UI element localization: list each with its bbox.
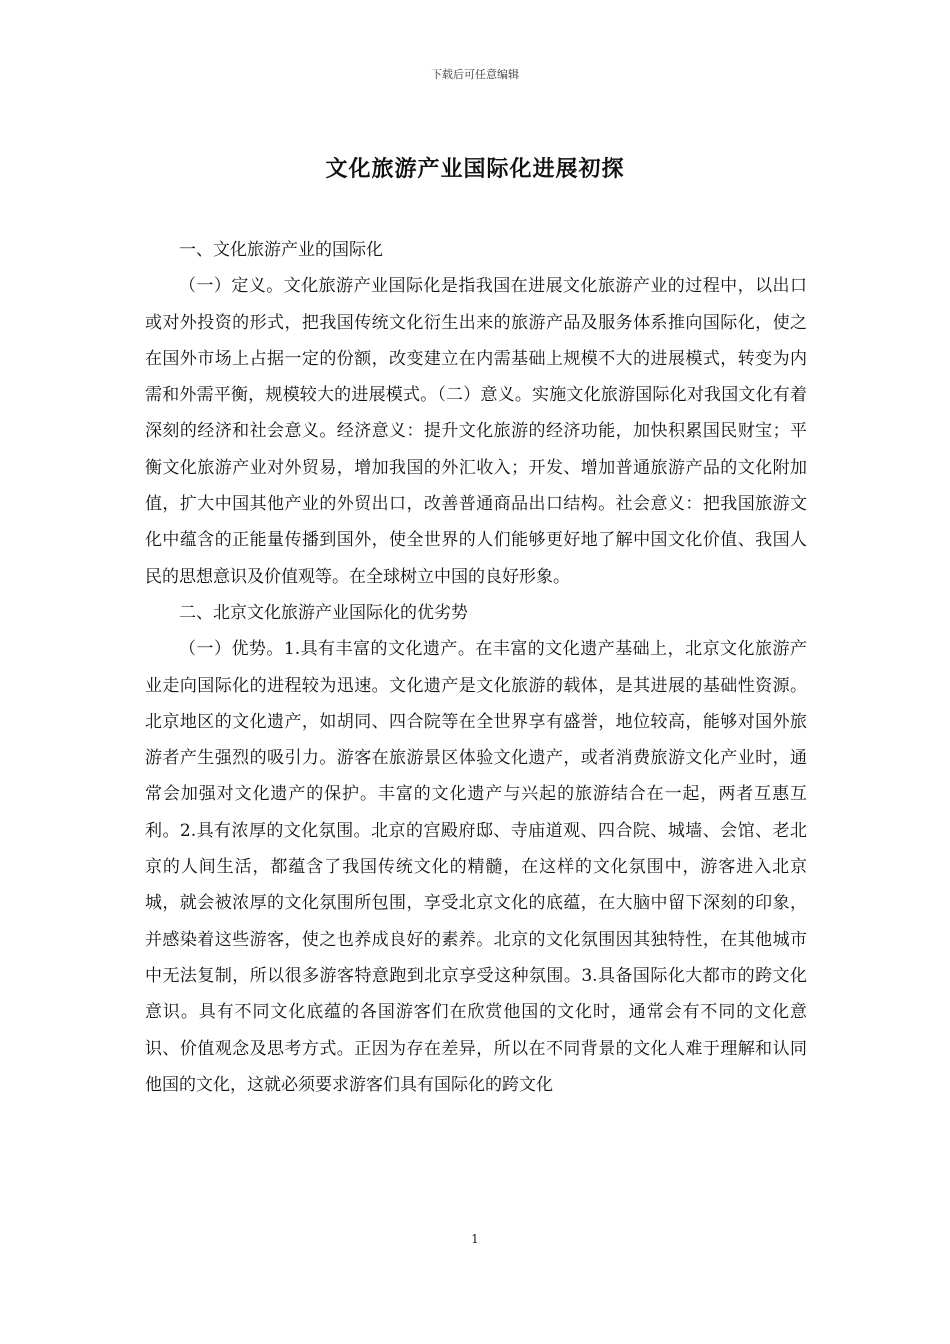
document-body bbox=[145, 232, 807, 1103]
section-heading-2: 二、北京文化旅游产业国际化的优劣势 bbox=[179, 602, 468, 623]
page-number: 1 bbox=[471, 1232, 479, 1246]
header-note: 下载后可任意编辑 bbox=[431, 68, 519, 81]
body-paragraph: （一）优势。1.具有丰富的文化遗产。在丰富的文化遗产基础上，北京文化旅游产业走向国际化的进程较为迅速。文化遗产是文化旅游的载体，是其进展的基础性资源。北京地区的文化遗产，如胡同、四合院等在全世界享有盛誉，地位较高，能够对国外旅游者产生强烈的吸引力。游客在旅游景区体验文化遗产，或者消费旅游文化产业时，通常会加强对文化遗产的保护。丰富的文化遗产与兴起的旅游结合在一起，两者互惠互利。2.具有浓厚的文化氛围。北京的宫殿府邸、寺庙道观、四合院、城墙、会馆、老北京的人间生活，都蕴含了我国传统文化的精髓，在这样的文化氛围中，游客进入北京城，就会被浓厚的文化氛围所包围，享受北京文化的底蕴，在大脑中留下深刻的印象，并感染着这些游客，使之也养成良好的素养。北京的文化氛围因其独特性，在其他城市中无法复制，所以很多游客特意跑到北京享受这种氛围。3.具备国际化大都市的跨文化意识。具有不同文化底蕴的各国游客们在欣赏他国的文化时，通常会有不同的文化意识、价值观念及思考方式。正因为存在差异，所以在不同背景的文化人难于理解和认同他国的文化，这就必须要求游客们具有国际化的跨文化 bbox=[145, 639, 807, 1095]
section-heading-1: 一、文化旅游产业的国际化 bbox=[179, 240, 383, 260]
document-title: 文化旅游产业国际化进展初探 bbox=[325, 156, 625, 182]
body-paragraph: （一）定义。文化旅游产业国际化是指我国在进展文化旅游产业的过程中，以出口或对外投资的形式，把我国传统文化衍生出来的旅游产品及服务体系推向国际化，使之在国外市场上占据一定的份额，改变建立在内需基础上规模不大的进展模式，转变为内需和外需平衡，规模较大的进展模式。（二）意义。实施文化旅游国际化对我国文化有着深刻的经济和社会意义。经济意义：提升文化旅游的经济功能，加快积累国民财宝；平衡文化旅游产业对外贸易，增加我国的外汇收入；开发、增加普通旅游产品的文化附加值，扩大中国其他产业的外贸出口，改善普通商品出口结构。社会意义：把我国旅游文化中蕴含的正能量传播到国外，使全世界的人们能够更好地了解中国文化价值、我国人民的思想意识及价值观等。在全球树立中国的良好形象。 bbox=[145, 276, 807, 587]
